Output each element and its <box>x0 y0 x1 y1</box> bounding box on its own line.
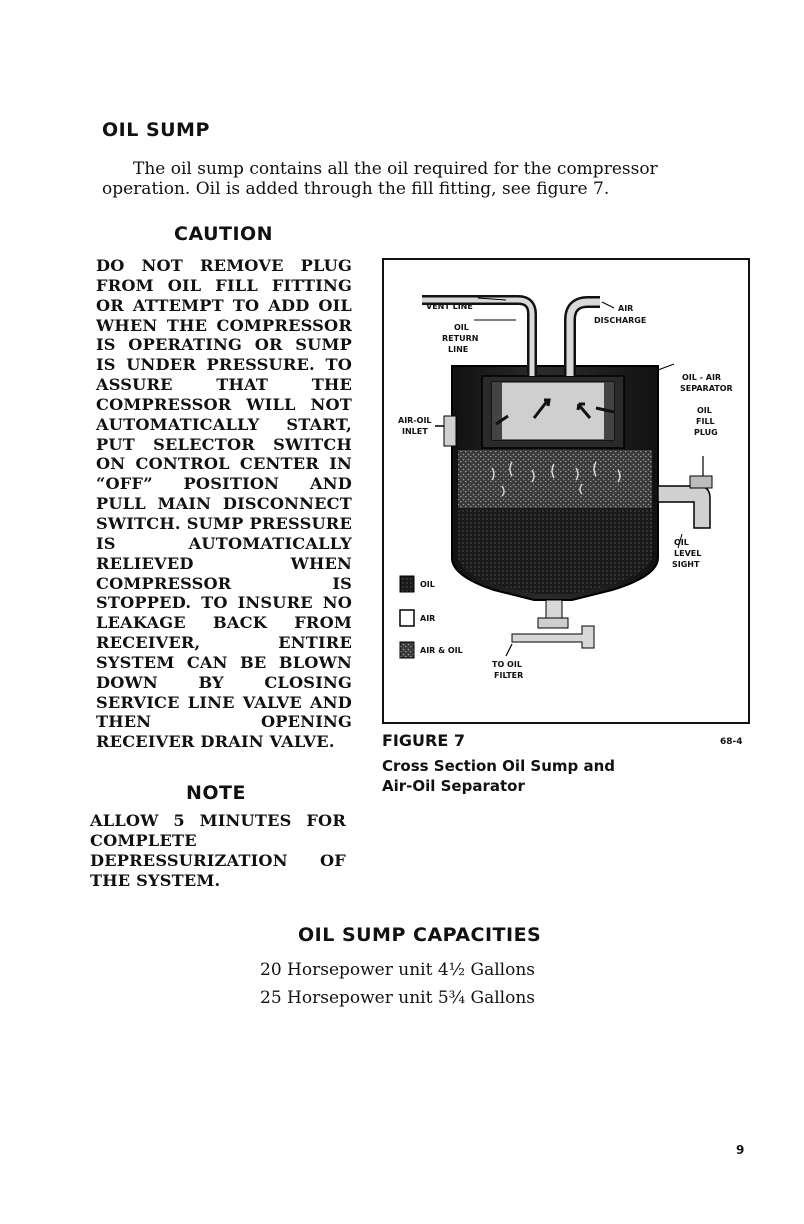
label-separator-2: SEPARATOR <box>680 384 733 393</box>
label-filter-1: TO OIL <box>492 660 522 669</box>
label-filter-2: FILTER <box>494 671 524 680</box>
legend-air-oil-label: AIR & OIL <box>420 646 463 655</box>
label-level-sight-1: OIL <box>674 538 689 547</box>
label-inlet-2: INLET <box>402 427 428 436</box>
label-oil-return-3: LINE <box>448 345 469 354</box>
label-level-sight-2: LEVEL <box>674 549 702 558</box>
capacity-line-1: 20 Horsepower unit 4½ Gallons <box>260 960 536 980</box>
capacities-heading: OIL SUMP CAPACITIES <box>298 924 542 946</box>
label-air: AIR <box>618 304 634 313</box>
figure-caption-code: 68-4 <box>720 737 743 747</box>
section-title: OIL SUMP <box>102 119 210 141</box>
air-oil-region <box>458 450 652 508</box>
note-body: ALLOW 5 MINUTES FOR COMPLETE DEPRESSURIZATION OF THE SYSTEM. <box>90 811 346 890</box>
legend-air-oil-swatch <box>400 642 414 658</box>
filter-fitting <box>512 626 594 648</box>
label-fill-plug-1: OIL <box>697 406 712 415</box>
legend-air-swatch <box>400 610 414 626</box>
figure-caption-line-1: Cross Section Oil Sump and <box>382 757 616 775</box>
label-separator-1: OIL - AIR <box>682 373 722 382</box>
figure-caption-title: FIGURE 7 <box>382 731 465 750</box>
capacity-line-2: 25 Horsepower unit 5¾ Gallons <box>260 988 536 1008</box>
legend-oil-swatch <box>400 576 414 592</box>
label-discharge: DISCHARGE <box>594 316 647 325</box>
oil-sump-cross-section <box>382 258 750 728</box>
label-vent-line: VENT LINE <box>426 302 473 311</box>
figure-7 <box>382 258 750 728</box>
intro-line-2: operation. Oil is added through the fill fitting, see figure 7. <box>102 179 610 199</box>
intro-line-1: The oil sump contains all the oil required for the compressor <box>133 159 658 179</box>
label-oil-return-1: OIL <box>454 323 469 332</box>
label-inlet-1: AIR-OIL <box>398 416 432 425</box>
caution-body: DO NOT REMOVE PLUG FROM OIL FILL FITTING OR ATTEMPT TO ADD OIL WHEN THE COMPRESSOR IS OPERATING OR SUMP IS UNDER PRESSURE. TO ASSURE THAT THE COMPRESSOR WILL NOT AUTOMATICALLY START, PUT SELECTOR SWITCH ON CONTROL CENTER IN “OFF” POSITION AND PULL MAIN DISCONNECT SWITCH. SUMP PRESSURE IS AUTOMATICALLY RELIEVED WHEN COMPRESSOR IS STOPPED. TO INSURE NO LEAKAGE BACK FROM RECEIVER, ENTIRE SYSTEM CAN BE BLOWN DOWN BY CLOSING SERVICE LINE VALVE AND THEN OPENING RECEIVER DRAIN VALVE. <box>96 256 352 752</box>
caution-heading: CAUTION <box>174 223 274 245</box>
label-fill-plug-3: PLUG <box>694 428 718 437</box>
label-level-sight-3: SIGHT <box>672 560 700 569</box>
label-fill-plug-2: FILL <box>696 417 715 426</box>
legend-oil-label: OIL <box>420 580 435 589</box>
figure-caption-line-2: Air-Oil Separator <box>382 777 525 795</box>
note-heading: NOTE <box>186 782 246 804</box>
label-oil-return-2: RETURN <box>442 334 479 343</box>
inlet-fitting <box>444 416 456 446</box>
page-number: 9 <box>736 1143 745 1157</box>
legend-air-label: AIR <box>420 614 436 623</box>
fill-fitting <box>658 486 710 528</box>
